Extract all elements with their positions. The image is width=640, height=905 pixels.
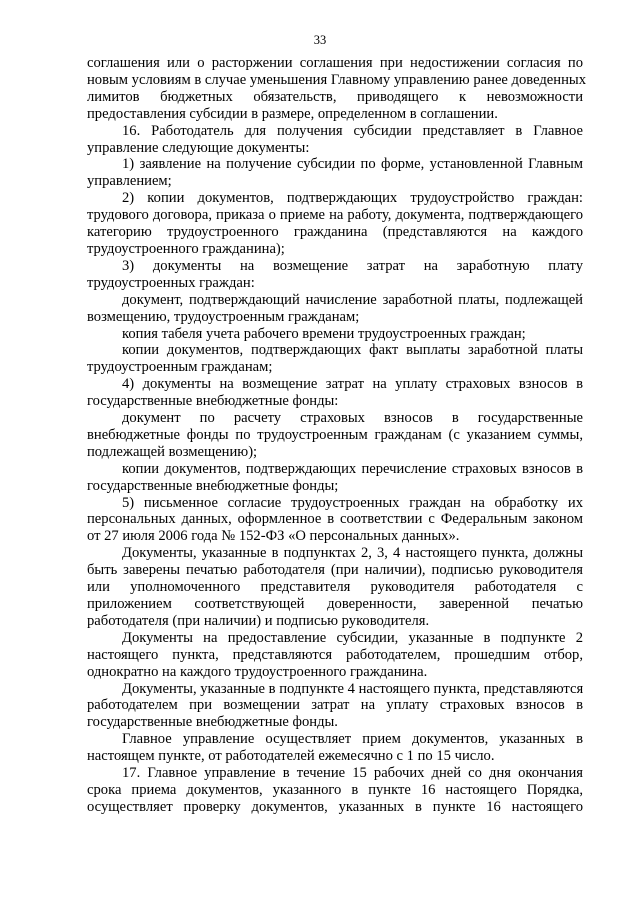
text-line: управлением; [87, 173, 172, 190]
text-line: внебюджетные фонды по трудоустроенным гражданам (с указанием суммы, [87, 426, 583, 443]
text-line: или уполномоченного представителя руководителя работодателя с [87, 579, 583, 596]
paragraph [87, 258, 583, 292]
paragraph [87, 495, 583, 546]
text-line: копии документов, подтверждающих перечисление страховых взносов в [122, 460, 583, 477]
text-line: 17. Главное управление в течение 15 рабочих дней со дня окончания [122, 765, 583, 782]
text-line: Документы, указанные в подпункте 4 настоящего пункта, представляются [122, 680, 584, 697]
text-line: подлежащей возмещению); [87, 443, 258, 460]
text-line: предоставления субсидии в размере, определенном в соглашении. [87, 105, 498, 122]
text-line: работодателя (при наличии) и подписью руководителя. [87, 612, 430, 629]
paragraph [87, 342, 583, 376]
text-line: настоящего пункта, представляются работодателем, прошедшим отбор, [87, 646, 583, 663]
text-line: документ по расчету страховых взносов в государственные [122, 410, 583, 427]
text-line: государственные внебюджетные фонды: [87, 393, 339, 410]
paragraph [87, 545, 583, 630]
text-line: копия табеля учета рабочего времени трудоустроенных граждан; [122, 325, 526, 342]
paragraph [87, 630, 583, 681]
paragraph [87, 410, 583, 461]
text-line: работодателем при возмещении затрат на уплату страховых взносов в [87, 697, 583, 714]
text-line: категорию трудоустроенного гражданина (представляются на каждого [87, 224, 583, 241]
text-line: 1) заявление на получение субсидии по форме, установленной Главным [122, 156, 583, 173]
text-line: настоящем пункте, от работодателей ежемесячно с 1 по 15 число. [87, 748, 495, 765]
text-line: возмещению, трудоустроенным гражданам; [87, 308, 360, 325]
text-line: 16. Работодатель для получения субсидии представляет в Главное [122, 122, 583, 139]
paragraph [87, 376, 583, 410]
text-line: 4) документы на возмещение затрат на уплату страховых взносов в [122, 376, 583, 393]
paragraph [87, 326, 583, 343]
paragraph [87, 292, 583, 326]
page-number: 33 [313, 33, 327, 47]
text-line: приложением соответствующей доверенности, заверенной печатью [87, 596, 583, 612]
text-line: государственные внебюджетные фонды. [87, 714, 338, 731]
text-line: трудоустроенных граждан: [87, 274, 255, 291]
text-line: осуществляет проверку документов, указанных в пункте 16 настоящего [87, 798, 583, 815]
document-body [87, 55, 586, 816]
text-line: Документы на предоставление субсидии, указанные в подпункте 2 [122, 629, 583, 646]
text-line: персональных данных, оформленное в соответствии с Федеральным законом [87, 511, 583, 528]
text-line: срока приема документов, указанного в пункте 16 настоящего Порядка, [87, 781, 583, 798]
text-line: государственные внебюджетные фонды; [87, 477, 339, 494]
paragraph [87, 461, 583, 495]
paragraph [87, 731, 583, 765]
text-line: трудового договора, приказа о приеме на работу, документа, подтверждающего [87, 207, 583, 224]
text-line: от 27 июля 2006 года № 152-ФЗ «О персональных данных». [87, 528, 460, 545]
paragraph [87, 55, 586, 123]
text-line: копии документов, подтверждающих факт выплаты заработной платы [122, 342, 583, 359]
text-line: лимитов бюджетных обязательств, приводящего к невозможности [87, 88, 583, 105]
text-line: Главное управление осуществляет прием документов, указанных в [122, 731, 583, 748]
paragraph [87, 681, 583, 732]
text-line: Документы, указанные в подпунктах 2, 3, 4 настоящего пункта, должны [122, 545, 583, 562]
text-line: трудоустроенного гражданина); [87, 240, 285, 257]
text-line: 5) письменное согласие трудоустроенных граждан на обработку их [122, 494, 583, 511]
paragraph [87, 190, 583, 258]
text-line: соглашения или о расторжении соглашения при недостижении согласия по [87, 55, 583, 71]
text-line: 3) документы на возмещение затрат на заработную плату [122, 257, 583, 274]
text-line: документ, подтверждающий начисление заработной платы, подлежащей [122, 291, 583, 308]
paragraph [87, 765, 583, 816]
text-line: 2) копии документов, подтверждающих трудоустройство граждан: [122, 190, 583, 207]
text-line: трудоустроенным гражданам; [87, 359, 273, 376]
text-line: быть заверены печатью работодателя (при наличии), подписью руководителя [87, 562, 583, 579]
paragraph [87, 156, 583, 190]
paragraph [87, 123, 583, 157]
text-line: управление следующие документы: [87, 139, 310, 156]
text-line: однократно на каждого трудоустроенного гражданина. [87, 663, 428, 680]
text-line: новым условиям в случае уменьшения Главному управлению ранее доведенных [87, 71, 586, 88]
